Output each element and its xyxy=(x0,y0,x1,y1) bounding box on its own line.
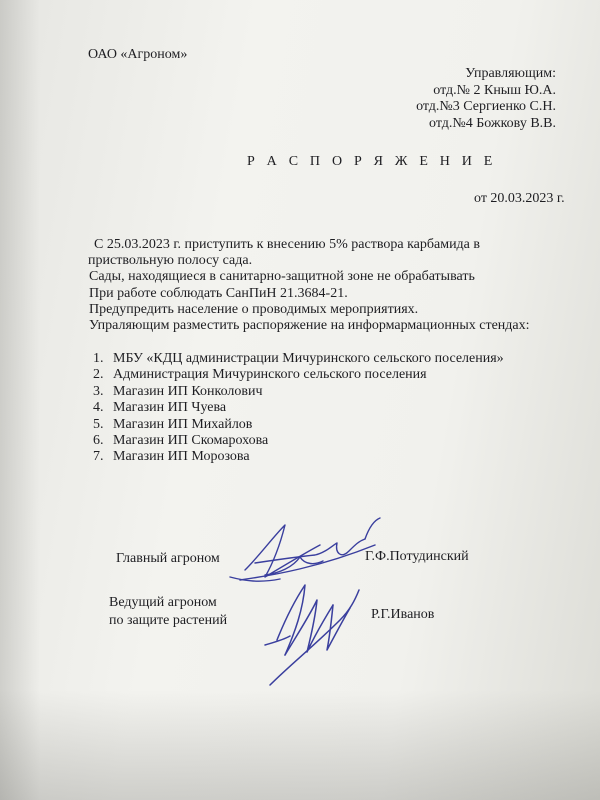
addressee-line: отд.№4 Божкову В.В. xyxy=(429,115,556,131)
order-body xyxy=(88,237,558,334)
page-shadow-left xyxy=(0,0,40,800)
document-date: от 20.03.2023 г. xyxy=(474,191,565,206)
list-item xyxy=(93,351,504,367)
list-item xyxy=(93,384,504,400)
body-line: С 25.03.2023 г. приступить к внесению 5% раствора карбамида в xyxy=(94,237,481,252)
lead-agronomist-name: Р.Г.Иванов xyxy=(371,607,435,622)
list-item-text: Магазин ИП Конколович xyxy=(113,383,263,399)
list-item-number: 1. xyxy=(93,351,104,366)
body-line: приствольную полосу сада. xyxy=(88,253,253,269)
list-item-text: Магазин ИП Чуева xyxy=(113,400,227,416)
addressee-heading: Управляющим: xyxy=(465,66,556,81)
list-item-number: 5. xyxy=(93,416,104,432)
chief-agronomist-title: Главный агроном xyxy=(116,551,220,566)
body-line: При работе соблюдать СанПиН 21.3684-21. xyxy=(89,285,348,301)
lead-signature-icon xyxy=(255,570,365,700)
body-line: Предупредить население о проводимых мероприятиях. xyxy=(89,301,419,317)
list-item xyxy=(93,417,504,433)
company-name: ОАО «Агроном» xyxy=(88,47,188,62)
list-item-text: Администрация Мичуринского сельского поселения xyxy=(113,367,427,383)
list-item-number: 3. xyxy=(93,383,104,399)
document-title: Р А С П О Р Я Ж Е Н И Е xyxy=(247,154,497,169)
body-line: Упраляющим разместить распоряжение на информармационных стендах: xyxy=(89,318,530,334)
list-item-number: 6. xyxy=(93,433,104,449)
page-shadow-bottom xyxy=(0,690,600,800)
list-item xyxy=(93,400,504,416)
list-item xyxy=(93,367,504,383)
list-item-text: МБУ «КДЦ администрации Мичуринского сельского поселения» xyxy=(113,351,504,366)
list-item-text: Магазин ИП Михайлов xyxy=(113,416,253,432)
stand-list xyxy=(93,351,504,466)
addressee-line: отд.№ 2 Кныш Ю.А. xyxy=(433,82,556,98)
list-item xyxy=(93,433,504,449)
list-item-text: Магазин ИП Скомарохова xyxy=(113,433,269,449)
addressee-block xyxy=(416,66,556,132)
list-item xyxy=(93,449,504,465)
list-item-text: Магазин ИП Морозова xyxy=(113,449,250,465)
addressee-line: отд.№3 Сергиенко С.Н. xyxy=(416,99,556,114)
lead-agronomist-subtitle: по защите растений xyxy=(109,613,228,628)
list-item-number: 2. xyxy=(93,367,104,383)
lead-agronomist-title: Ведущий агроном xyxy=(109,595,217,610)
list-item-number: 4. xyxy=(93,400,104,416)
chief-agronomist-name: Г.Ф.Потудинский xyxy=(365,549,469,564)
body-line: Сады, находящиеся в санитарно-защитной зоне не обрабатывать xyxy=(89,269,475,285)
list-item-number: 7. xyxy=(93,449,104,465)
